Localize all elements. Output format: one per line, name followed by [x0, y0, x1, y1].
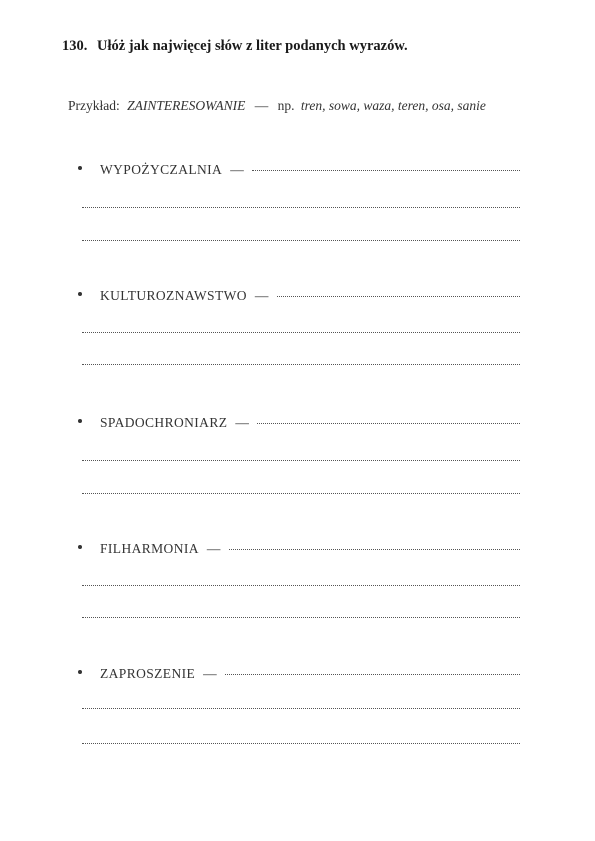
answer-line[interactable] — [82, 743, 520, 744]
answer-line[interactable] — [82, 708, 520, 709]
example-dash: — — [254, 98, 269, 113]
word-dash: — — [206, 541, 221, 556]
answer-line-inline[interactable] — [225, 673, 520, 675]
answer-line[interactable] — [82, 493, 520, 494]
answer-line[interactable] — [82, 617, 520, 618]
word-row — [78, 288, 520, 306]
word-dash: — — [203, 666, 218, 681]
bullet-icon — [78, 166, 82, 170]
bullet-icon — [78, 292, 82, 296]
example-prefix: np. — [277, 98, 295, 113]
word-dash: — — [230, 162, 245, 177]
task-header — [62, 38, 408, 55]
example-word: ZAINTERESOWANIE — [127, 98, 246, 113]
task-instruction: Ułóż jak najwięcej słów z liter podanych wyrazów. — [97, 38, 408, 54]
answer-line[interactable] — [82, 364, 520, 365]
source-word: SPADOCHRONIARZ — [100, 415, 228, 430]
example-label: Przykład: — [68, 98, 120, 113]
word-dash: — — [235, 415, 250, 430]
answer-line-inline[interactable] — [257, 422, 520, 424]
source-word: ZAPROSZENIE — [100, 666, 196, 681]
example-line — [68, 98, 486, 114]
bullet-icon — [78, 419, 82, 423]
answer-line-inline[interactable] — [277, 295, 520, 297]
source-word: KULTUROZNAWSTWO — [100, 288, 247, 303]
answer-line[interactable] — [82, 207, 520, 208]
source-word: FILHARMONIA — [100, 541, 199, 556]
answer-line[interactable] — [82, 460, 520, 461]
answer-line[interactable] — [82, 585, 520, 586]
example-words: tren, sowa, waza, teren, osa, sanie — [300, 98, 486, 113]
bullet-icon — [78, 545, 82, 549]
word-row — [78, 666, 520, 684]
word-row — [78, 415, 520, 433]
answer-line-inline[interactable] — [229, 548, 520, 550]
word-row — [78, 541, 520, 559]
answer-line-inline[interactable] — [252, 169, 520, 171]
word-dash: — — [254, 288, 269, 303]
task-number: 130. — [62, 38, 88, 54]
answer-line[interactable] — [82, 240, 520, 241]
answer-line[interactable] — [82, 332, 520, 333]
word-row — [78, 162, 520, 180]
source-word: WYPOŻYCZALNIA — [100, 162, 223, 177]
bullet-icon — [78, 670, 82, 674]
